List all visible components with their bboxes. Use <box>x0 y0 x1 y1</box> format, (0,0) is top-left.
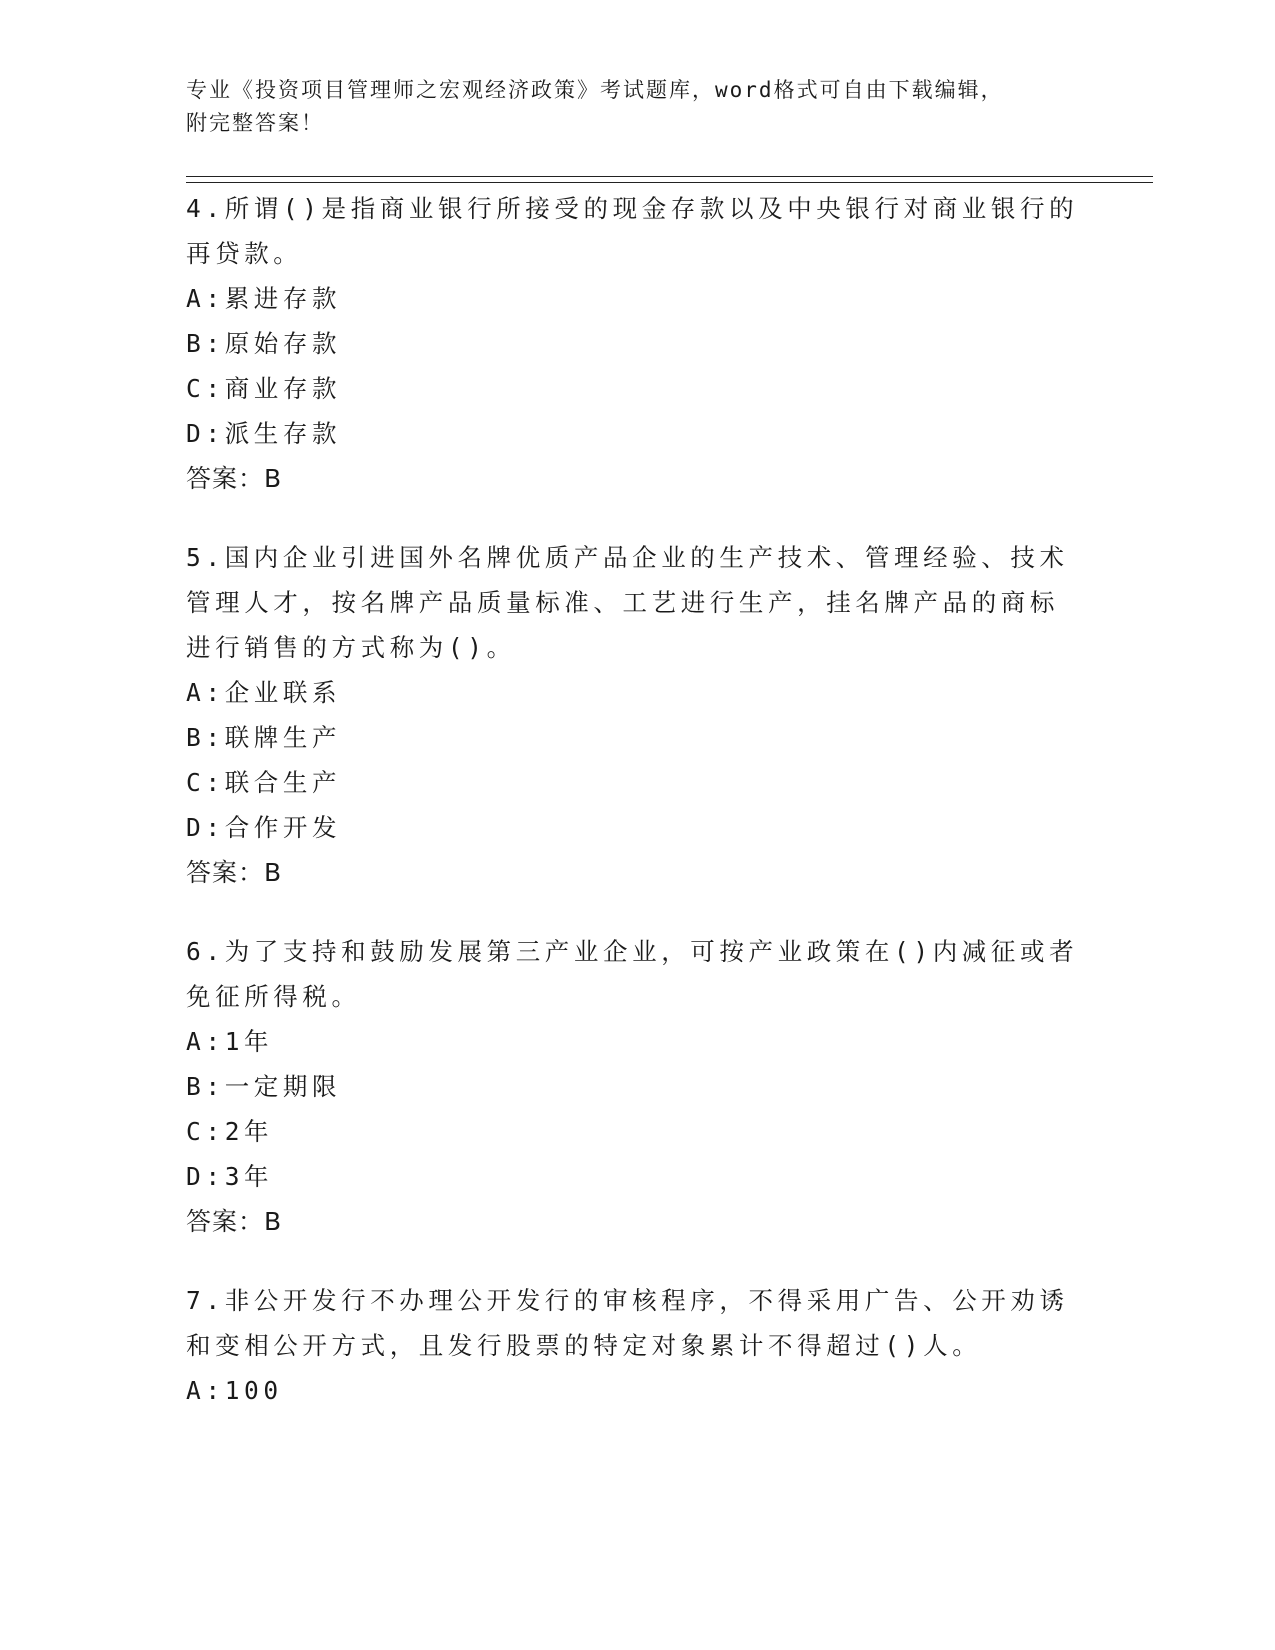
option-text: 企业联系 <box>224 678 342 707</box>
option-key: A: <box>186 1027 225 1056</box>
option-b <box>186 321 1086 366</box>
question-stem-line: 管理人才，按名牌产品质量标准、工艺进行生产，挂名牌产品的商标 <box>186 588 1059 617</box>
option-text: 联牌生产 <box>224 723 342 752</box>
question-stem-line: 再贷款。 <box>186 239 303 268</box>
option-text: 联合生产 <box>224 768 342 797</box>
answer-label: 答案：B <box>186 1207 283 1236</box>
question-stem-line: 7.非公开发行不办理公开发行的审核程序，不得采用广告、公开劝诱 <box>186 1286 1069 1315</box>
option-a <box>186 1019 1086 1064</box>
option-c <box>186 1109 1086 1154</box>
option-b <box>186 1064 1086 1109</box>
option-d <box>186 1154 1086 1199</box>
option-key: B: <box>186 329 225 358</box>
option-a <box>186 670 1086 715</box>
option-text: 3年 <box>224 1162 274 1191</box>
option-b <box>186 715 1086 760</box>
option-key: C: <box>186 374 225 403</box>
question-stem-line: 和变相公开方式，且发行股票的特定对象累计不得超过()人。 <box>186 1331 982 1360</box>
document-header <box>186 74 1066 140</box>
header-line-1: 专业《投资项目管理师之宏观经济政策》考试题库，word格式可自由下载编辑， <box>186 78 1004 102</box>
question-4 <box>186 186 1086 501</box>
option-d <box>186 411 1086 456</box>
question-stem-line: 免征所得税。 <box>186 982 361 1011</box>
question-stem-line: 5.国内企业引进国外名牌优质产品企业的生产技术、管理经验、技术 <box>186 543 1069 572</box>
option-key: D: <box>186 1162 225 1191</box>
option-text: 2年 <box>224 1117 274 1146</box>
answer-label: 答案：B <box>186 464 283 493</box>
option-key: D: <box>186 419 225 448</box>
option-c <box>186 366 1086 411</box>
option-text: 100 <box>224 1376 283 1405</box>
option-key: B: <box>186 723 225 752</box>
option-text: 原始存款 <box>224 329 342 358</box>
option-a <box>186 276 1086 321</box>
option-key: D: <box>186 813 225 842</box>
header-line-2: 附完整答案！ <box>186 111 324 135</box>
option-key: A: <box>186 1376 225 1405</box>
option-text: 派生存款 <box>224 419 342 448</box>
question-5 <box>186 535 1086 895</box>
question-list <box>186 186 1086 1447</box>
option-text: 1年 <box>224 1027 274 1056</box>
option-text: 一定期限 <box>224 1072 342 1101</box>
option-key: B: <box>186 1072 225 1101</box>
option-text: 合作开发 <box>224 813 342 842</box>
option-d <box>186 805 1086 850</box>
option-key: A: <box>186 284 225 313</box>
option-key: A: <box>186 678 225 707</box>
option-text: 商业存款 <box>224 374 342 403</box>
option-text: 累进存款 <box>224 284 342 313</box>
question-6 <box>186 929 1086 1244</box>
option-a <box>186 1368 1086 1413</box>
question-stem-line: 4.所谓()是指商业银行所接受的现金存款以及中央银行对商业银行的 <box>186 194 1079 223</box>
answer-label: 答案：B <box>186 858 283 887</box>
header-divider-bottom <box>186 182 1153 183</box>
question-stem-line: 进行销售的方式称为()。 <box>186 633 516 662</box>
option-key: C: <box>186 1117 225 1146</box>
option-key: C: <box>186 768 225 797</box>
question-stem-line: 6.为了支持和鼓励发展第三产业企业，可按产业政策在()内减征或者 <box>186 937 1079 966</box>
header-divider-top <box>186 176 1153 177</box>
question-7 <box>186 1278 1086 1413</box>
option-c <box>186 760 1086 805</box>
